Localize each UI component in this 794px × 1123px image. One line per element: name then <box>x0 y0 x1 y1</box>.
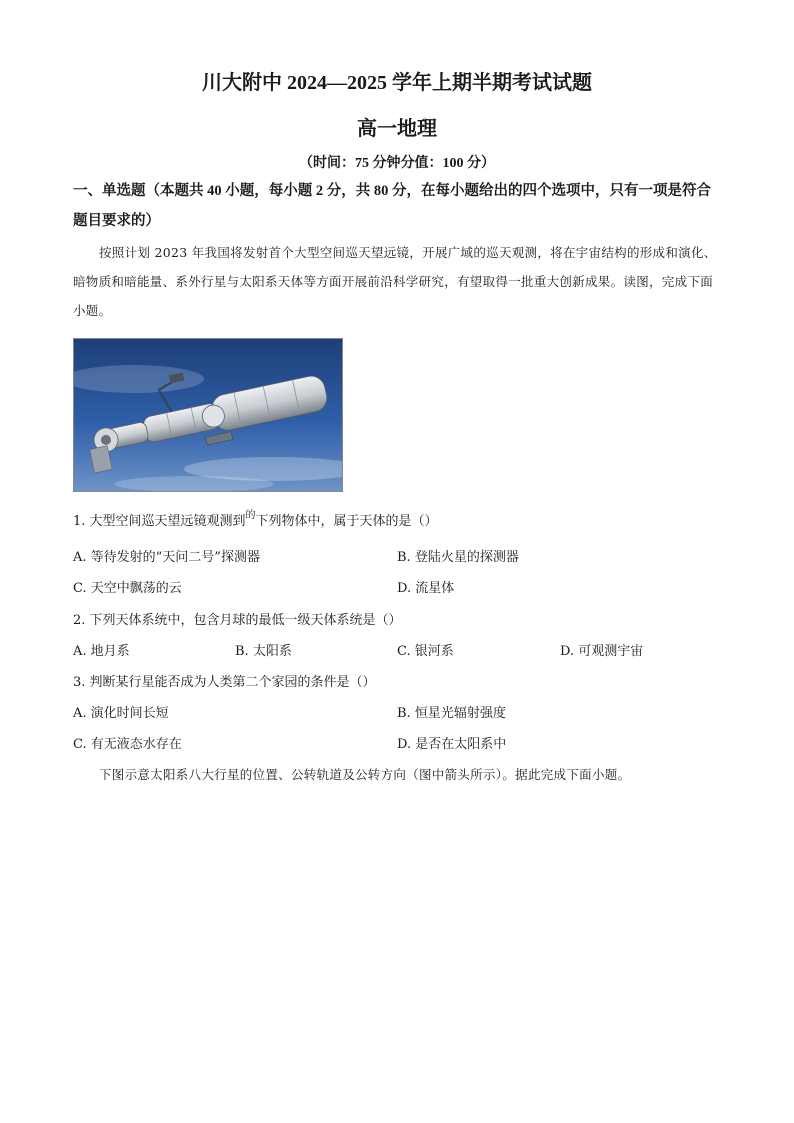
question-1-option-b[interactable]: B. 登陆火星的探测器 <box>397 550 519 565</box>
space-station-photo <box>73 338 343 492</box>
question-2-option-c[interactable]: C. 银河系 <box>397 644 454 659</box>
material-paragraph-1: 按照计划 2023 年我国将发射首个大型空间巡天望远镜，开展广域的巡天观测，将在宇宙结构的形成和演化、暗物质和暗能量、系外行星与太阳系天体等方面开展前沿科学研究，有望取得一批重大创新成果。读图，完成下面小题。 <box>73 245 717 318</box>
question-1-stem-text: 1. 大型空间巡天望远镜观测到 <box>73 514 246 529</box>
question-3-option-d[interactable]: D. 是否在太阳系中 <box>397 737 507 752</box>
subject-title: 高一地理 <box>357 118 437 140</box>
section-heading: 一、单选题（本题共 40 小题，每小题 2 分，共 80 分，在每小题给出的四个选项中，只有一项是符合题目要求的） <box>73 183 711 229</box>
question-3-stem: 3. 判断某行星能否成为人类第二个家园的条件是（） <box>73 675 376 690</box>
time-score-line: （时间：75 分钟分值：100 分） <box>299 156 495 171</box>
question-1-stem-text-end: 下列物体中，属于天体的是（） <box>255 514 438 529</box>
question-1-option-a[interactable]: A. 等待发射的“天问二号”探测器 <box>73 550 260 565</box>
question-3-option-b[interactable]: B. 恒星光辐射强度 <box>397 706 506 721</box>
question-3-option-c[interactable]: C. 有无液态水存在 <box>73 737 182 752</box>
question-3-option-a[interactable]: A. 演化时间长短 <box>73 706 169 721</box>
question-2-option-d[interactable]: D. 可观测宇宙 <box>560 644 644 659</box>
question-1-stem-superscript: 的 <box>245 510 256 521</box>
question-1-option-c[interactable]: C. 天空中飘荡的云 <box>73 581 182 596</box>
exam-title: 川大附中 2024—2025 学年上期半期考试试题 <box>202 72 592 94</box>
question-2-option-b[interactable]: B. 太阳系 <box>235 644 292 659</box>
question-2-stem: 2. 下列天体系统中，包含月球的最低一级天体系统是（） <box>73 613 402 628</box>
question-1-stem <box>73 510 438 529</box>
question-1-option-d[interactable]: D. 流星体 <box>397 581 455 596</box>
space-station-illustration <box>74 339 342 491</box>
material-paragraph-2: 下图示意太阳系八大行星的位置、公转轨道及公转方向（图中箭头所示）。据此完成下面小题。 <box>99 767 631 782</box>
question-2-option-a[interactable]: A. 地月系 <box>73 644 130 659</box>
